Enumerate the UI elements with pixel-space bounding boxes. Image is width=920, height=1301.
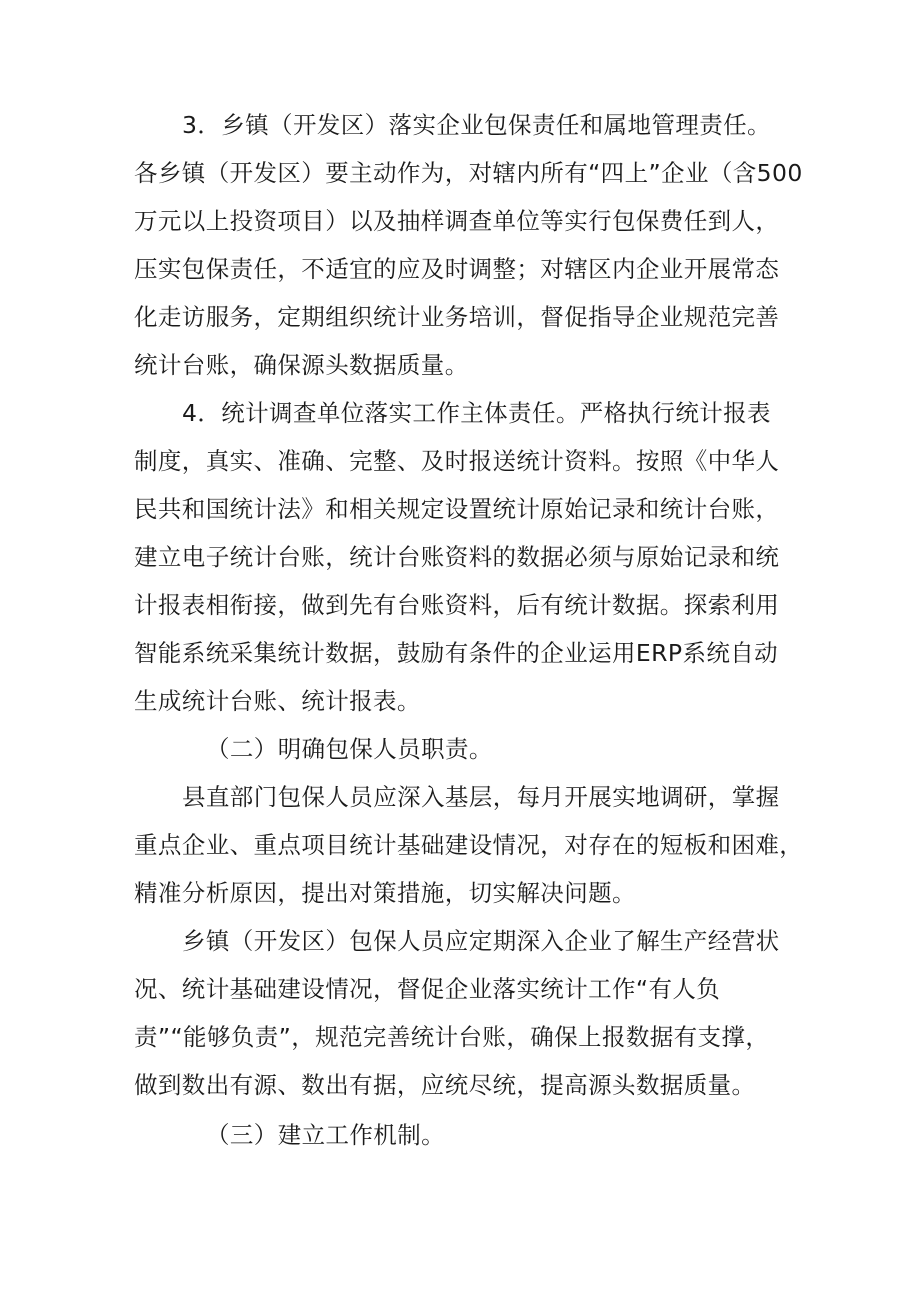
- paragraph-township-staff: [134, 917, 814, 1109]
- text-line: 化走访服务，定期组织统计业务培训，督促指导企业规范完善: [134, 303, 780, 331]
- text-line: 各乡镇（开发区）要主动作为，对辖内所有“四上”企业（含500: [134, 159, 803, 187]
- text-line: 压实包保责任，不适宜的应及时调整；对辖区内企业开展常态: [134, 255, 780, 283]
- text-line: 精准分析原因，提出对策措施，切实解决问题。: [134, 879, 636, 907]
- heading-section-2: [134, 725, 814, 773]
- text-line: 建立电子统计台账，统计台账资料的数据必须与原始记录和统: [134, 543, 780, 571]
- text-line: 况、统计基础建设情况，督促企业落实统计工作“有人负: [134, 975, 721, 1003]
- text-line: 做到数出有源、数出有据，应统尽统，提高源头数据质量。: [134, 1071, 756, 1099]
- paragraph-county-staff: [134, 773, 814, 917]
- text-line: 责”“能够负责”，规范完善统计台账，确保上报数据有支撑，: [134, 1023, 770, 1051]
- section-heading: （三）建立工作机制。: [206, 1121, 445, 1149]
- text-line: 智能系统采集统计数据，鼓励有条件的企业运用ERP系统自动: [134, 639, 779, 667]
- text-line: 重点企业、重点项目统计基础建设情况，对存在的短板和困难，: [134, 831, 804, 859]
- text-line: 计报表相衔接，做到先有台账资料，后有统计数据。探索利用: [134, 591, 780, 619]
- text-line: 4．统计调查单位落实工作主体责任。严格执行统计报表: [182, 399, 771, 427]
- paragraph-section-3: [134, 101, 814, 389]
- text-line: 乡镇（开发区）包保人员应定期深入企业了解生产经营状: [182, 927, 780, 955]
- text-line: 万元以上投资项目）以及抽样调查单位等实行包保费任到人，: [134, 207, 780, 235]
- text-line: 县直部门包保人员应深入基层，每月开展实地调研，掌握: [182, 783, 780, 811]
- text-line: 制度，真实、准确、完整、及时报送统计资料。按照《中华人: [134, 447, 780, 475]
- text-line: 统计台账，确保源头数据质量。: [134, 351, 469, 379]
- text-line: 民共和国统计法》和相关规定设置统计原始记录和统计台账，: [134, 495, 780, 523]
- text-line: 生成统计台账、统计报表。: [134, 687, 421, 715]
- paragraph-section-4: [134, 389, 814, 725]
- section-heading: （二）明确包保人员职责。: [206, 735, 493, 763]
- text-line: 3．乡镇（开发区）落实企业包保责任和属地管理责任。: [182, 111, 771, 139]
- heading-section-3: [134, 1111, 814, 1159]
